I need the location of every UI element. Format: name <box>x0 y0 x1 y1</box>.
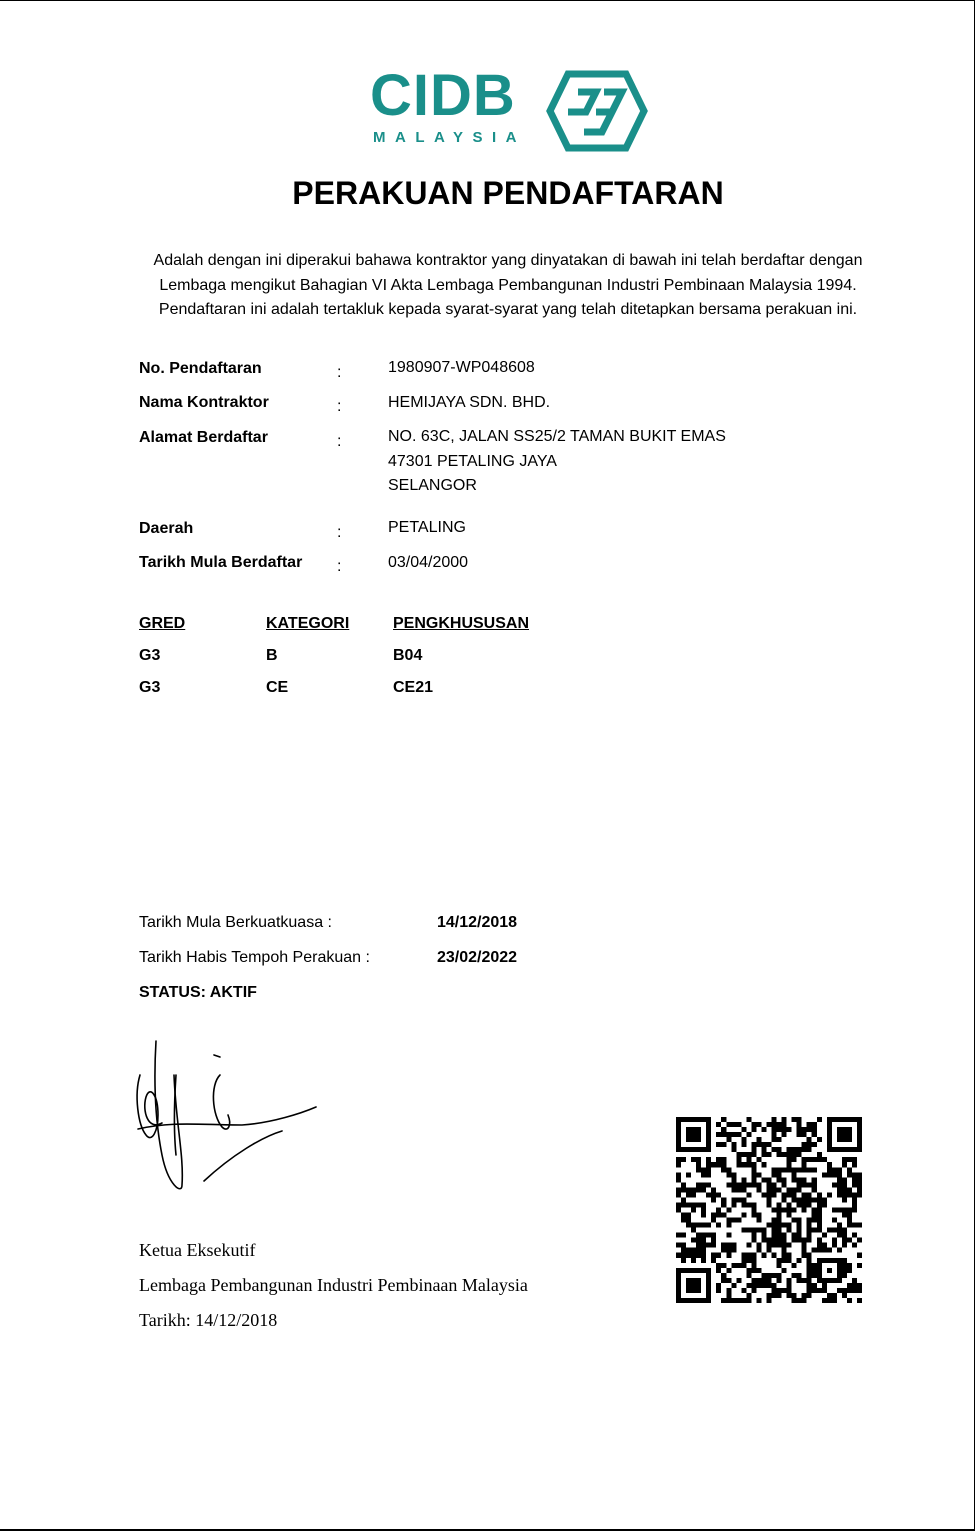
address-colon: : <box>337 433 342 450</box>
category-cell: B <box>266 647 278 664</box>
intro-line: Lembaga mengikut Bahagian VI Akta Lembaga Pembangunan Industri Pembinaan Malaysia 1994. <box>159 276 857 294</box>
intro-line: Pendaftaran ini adalah tertakluk kepada syarat-syarat yang telah ditetapkan bersama perakuan ini. <box>158 301 858 318</box>
address-value <box>388 425 726 499</box>
expiry-date-value: 23/02/2022 <box>437 949 518 966</box>
signature <box>132 1035 322 1195</box>
district-value: PETALING <box>388 519 466 536</box>
reg-no-value: 1980907-WP048608 <box>388 359 535 376</box>
cidb-emblem-icon <box>538 70 648 152</box>
grade-header: GRED <box>139 615 186 632</box>
category-cell: CE <box>266 679 289 696</box>
district-label: Daerah <box>139 520 194 537</box>
logo-wordmark: CIDB <box>370 63 516 128</box>
effective-date-value: 14/12/2018 <box>437 914 518 931</box>
expiry-date-label: Tarikh Habis Tempoh Perakuan : <box>139 949 370 966</box>
specialisation-cell: B04 <box>393 647 423 664</box>
address-line: SELANGOR <box>388 477 477 494</box>
contractor-colon: : <box>337 398 342 415</box>
qr-code-icon <box>676 1117 862 1303</box>
signatory-organisation: Lembaga Pembangunan Industri Pembinaan Malaysia <box>139 1275 528 1295</box>
start-date-colon: : <box>337 558 342 575</box>
start-date-label: Tarikh Mula Berdaftar <box>139 554 303 571</box>
address-line: NO. 63C, JALAN SS25/2 TAMAN BUKIT EMAS <box>388 428 726 445</box>
contractor-value: HEMIJAYA SDN. BHD. <box>388 394 551 411</box>
start-date-value: 03/04/2000 <box>388 554 469 571</box>
contractor-label: Nama Kontraktor <box>139 394 269 411</box>
grade-cell: G3 <box>139 647 161 664</box>
document-title: PERAKUAN PENDAFTARAN <box>292 175 724 211</box>
status-text: STATUS: AKTIF <box>139 984 257 1001</box>
signatory-date: Tarikh: 14/12/2018 <box>139 1310 278 1330</box>
district-colon: : <box>337 524 342 541</box>
address-label: Alamat Berdaftar <box>139 429 268 446</box>
specialisation-cell: CE21 <box>393 679 434 696</box>
reg-no-colon: : <box>337 364 342 381</box>
specialisation-header: PENGKHUSUSAN <box>393 615 530 632</box>
effective-date-label: Tarikh Mula Berkuatkuasa : <box>139 914 332 931</box>
intro-paragraph <box>130 249 886 323</box>
address-line: 47301 PETALING JAYA <box>388 452 557 470</box>
grade-cell: G3 <box>139 679 161 696</box>
category-header: KATEGORI <box>266 615 350 632</box>
signatory-title: Ketua Eksekutif <box>139 1240 256 1260</box>
logo-country: MALAYSIA <box>373 129 526 146</box>
intro-line: Adalah dengan ini diperakui bahawa kontraktor yang dinyatakan di bawah ini telah berdaftar dengan <box>153 252 863 269</box>
reg-no-label: No. Pendaftaran <box>139 360 262 377</box>
cidb-logo <box>370 63 650 152</box>
